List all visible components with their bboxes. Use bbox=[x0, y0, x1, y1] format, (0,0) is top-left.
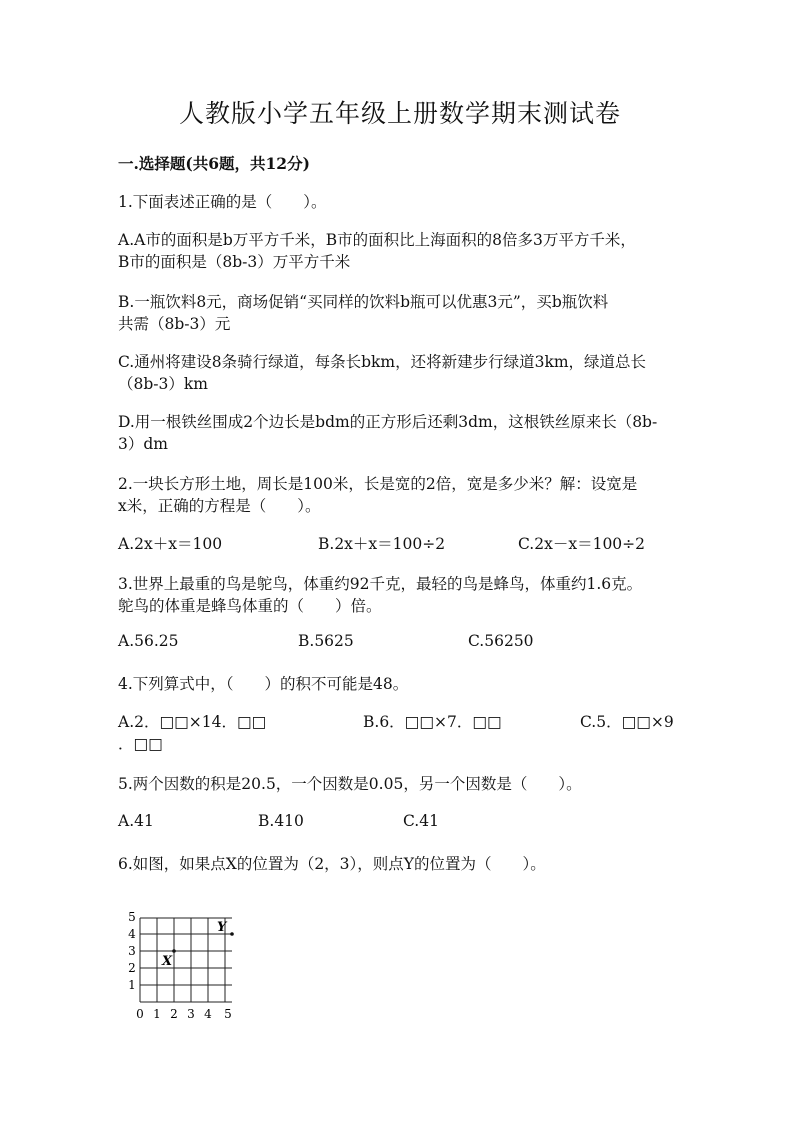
q2-stem-line1: 2.一块长方形土地，周长是100米，长是宽的2倍，宽是多少米？解：设宽是 bbox=[118, 475, 638, 493]
point-x-label: X bbox=[162, 954, 173, 969]
point-y-marker bbox=[230, 932, 234, 936]
point-x-marker bbox=[172, 949, 176, 953]
q2-option-c: C.2x－x＝100÷2 bbox=[518, 535, 646, 553]
section-heading: 一.选择题(共6题，共12分) bbox=[118, 154, 310, 173]
y-tick-label: 5 bbox=[128, 910, 136, 924]
q5-option-a: A.41 bbox=[118, 812, 154, 830]
q5-options bbox=[118, 812, 518, 834]
q1-option-a-line2: B市的面积是（8b-3）万平方千米 bbox=[118, 253, 351, 271]
q1-stem: 1.下面表述正确的是（ ）。 bbox=[118, 193, 327, 211]
point-y-label: Y bbox=[217, 920, 227, 935]
q3-stem-line1: 3.世界上最重的鸟是鸵鸟，体重约92千克，最轻的鸟是蜂鸟，体重约1.6克。 bbox=[118, 575, 643, 593]
q3-option-a: A.56.25 bbox=[118, 632, 179, 650]
y-axis-ticks bbox=[128, 910, 136, 992]
x-tick-label: 4 bbox=[204, 1007, 212, 1020]
q5-option-b: B.410 bbox=[258, 812, 304, 830]
q2-option-a: A.2x＋x＝100 bbox=[118, 535, 223, 553]
q1-option-c-line1: C.通州将建设8条骑行绿道，每条长bkm，还将新建步行绿道3km，绿道总长 bbox=[118, 353, 647, 371]
q4-stem: 4.下列算式中，（ ）的积不可能是48。 bbox=[118, 675, 409, 693]
coordinate-grid bbox=[126, 910, 246, 1020]
x-tick-label: 3 bbox=[187, 1007, 195, 1020]
x-tick-label: 0 bbox=[136, 1007, 144, 1020]
q3-option-c: C.56250 bbox=[468, 632, 534, 650]
q1-option-d-line2: 3）dm bbox=[118, 435, 168, 453]
q3-option-b: B.5625 bbox=[298, 632, 354, 650]
q3-stem-line2: 鸵鸟的体重是蜂鸟体重的（ ）倍。 bbox=[118, 597, 382, 615]
q4-option-a: A.2．□□×14．□□ bbox=[118, 713, 267, 731]
x-tick-label: 2 bbox=[170, 1007, 178, 1020]
q6-stem: 6.如图，如果点X的位置为（2，3），则点Y的位置为（ ）。 bbox=[118, 855, 546, 873]
q4-option-c: C.5．□□×9 bbox=[580, 713, 674, 731]
x-axis-ticks bbox=[136, 1007, 232, 1020]
q1-option-b-line1: B.一瓶饮料8元，商场促销“买同样的饮料b瓶可以优惠3元”，买b瓶饮料 bbox=[118, 293, 609, 311]
y-tick-label: 2 bbox=[128, 961, 136, 975]
q5-option-c: C.41 bbox=[403, 812, 439, 830]
x-tick-label: 5 bbox=[224, 1007, 232, 1020]
q1-option-d-line1: D.用一根铁丝围成2个边长是bdm的正方形后还剩3dm，这根铁丝原来长（8b- bbox=[118, 413, 658, 431]
x-tick-label: 1 bbox=[153, 1007, 161, 1020]
q2-stem-line2: x米，正确的方程是（ ）。 bbox=[118, 497, 321, 515]
q1-option-b-line2: 共需（8b-3）元 bbox=[118, 315, 231, 333]
q4-options bbox=[118, 710, 683, 732]
q4-option-b: B.6．□□×7．□□ bbox=[363, 713, 502, 731]
q1-option-c-line2: （8b-3）km bbox=[118, 375, 208, 393]
q5-stem: 5.两个因数的积是20.5，一个因数是0.05，另一个因数是（ ）。 bbox=[118, 775, 582, 793]
q2-options bbox=[118, 532, 678, 554]
q4-option-c-continued: ．□□ bbox=[118, 735, 163, 753]
coordinate-grid-figure bbox=[126, 910, 246, 1020]
q3-options bbox=[118, 632, 678, 654]
q2-option-b: B.2x＋x＝100÷2 bbox=[318, 535, 446, 553]
y-tick-label: 4 bbox=[128, 927, 136, 941]
q1-option-a-line1: A.A市的面积是b万平方千米，B市的面积比上海面积的8倍多3万平方千米， bbox=[118, 231, 636, 249]
page-title: 人教版小学五年级上册数学期末测试卷 bbox=[178, 99, 621, 128]
y-tick-label: 1 bbox=[128, 978, 136, 992]
y-tick-label: 3 bbox=[128, 944, 136, 958]
